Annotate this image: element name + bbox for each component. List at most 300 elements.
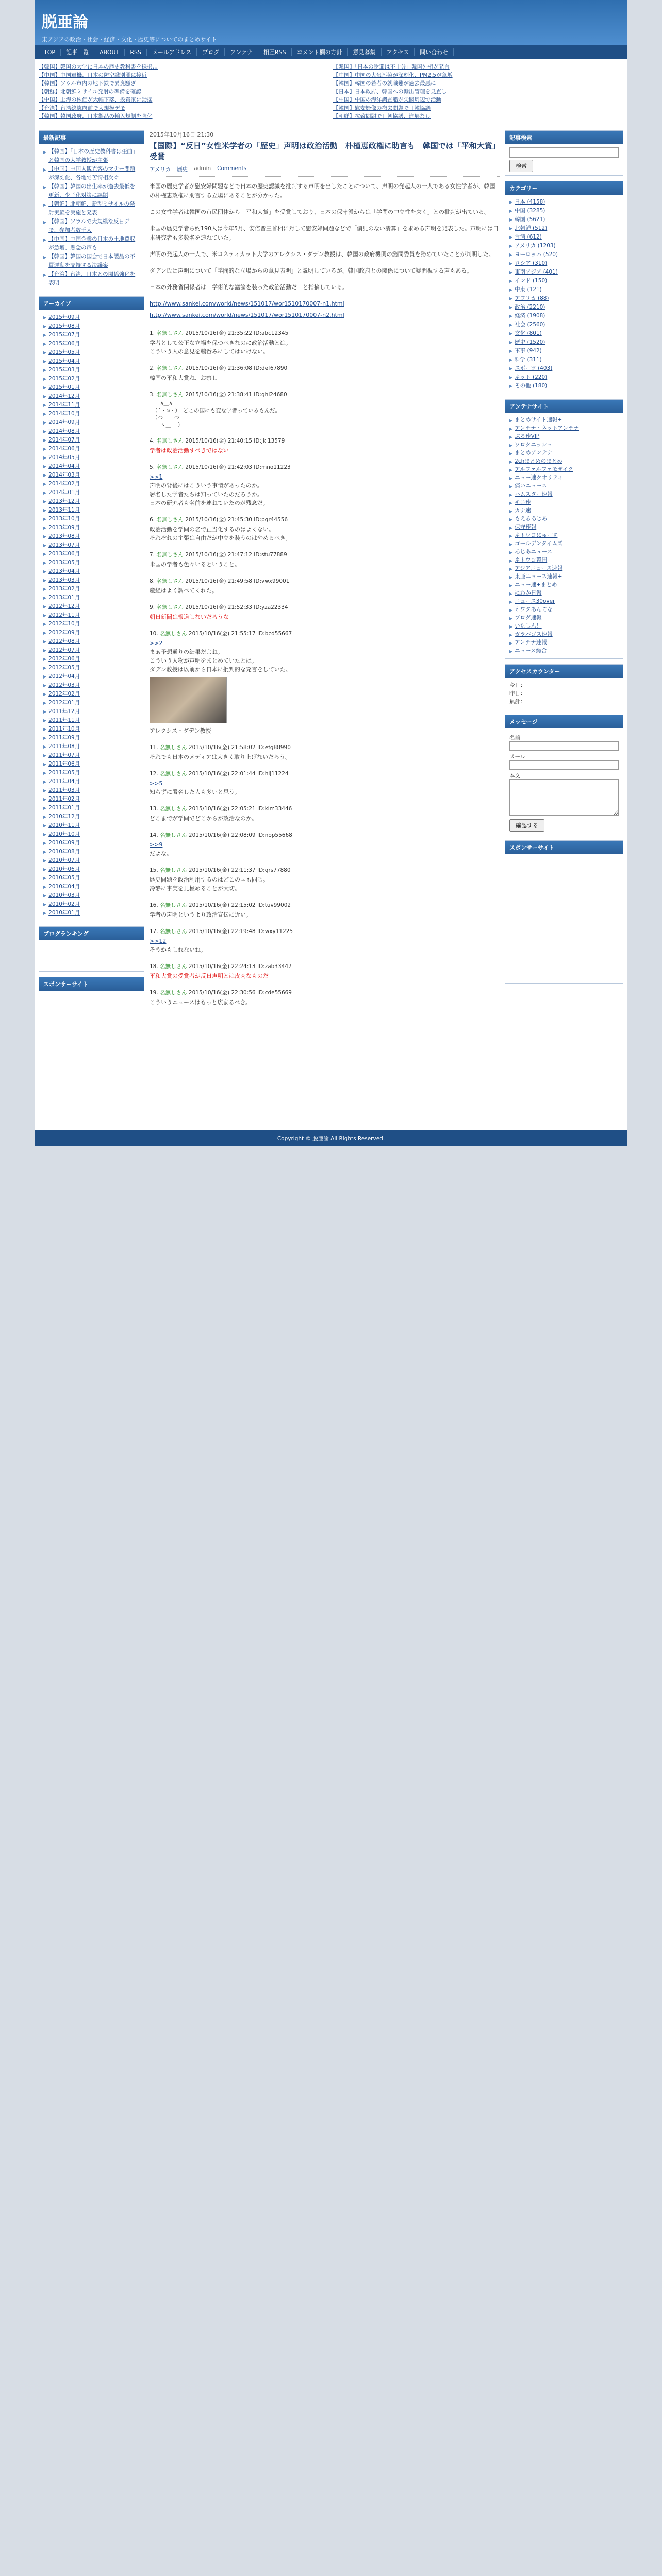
antenna-item-label[interactable]: ニュース30over [515, 598, 555, 604]
archive-item-label[interactable]: 2011年07月 [48, 752, 80, 758]
antenna-item-label[interactable]: 2chまとめのまとめ [515, 458, 562, 464]
headline-item[interactable]: 【朝鮮】北朝鮮ミサイル発射の準備を確認 [39, 89, 141, 95]
antenna-item[interactable] [509, 631, 619, 639]
archive-item-label[interactable]: 2015年09月 [48, 314, 80, 320]
nav-item[interactable]: 問い合わせ [415, 48, 454, 56]
archive-item[interactable] [43, 707, 140, 716]
antenna-item-label[interactable]: ブログ速報 [515, 615, 542, 621]
archive-item[interactable] [43, 401, 140, 410]
antenna-item[interactable] [509, 598, 619, 606]
archive-item-label[interactable]: 2015年07月 [48, 332, 80, 338]
antenna-item[interactable] [509, 639, 619, 647]
archive-item-label[interactable]: 2012年04月 [48, 673, 80, 680]
archive-item-label[interactable]: 2010年07月 [48, 857, 80, 863]
headline-item[interactable]: 【韓国】「日本の謝罪は不十分」韓国外相が発言 [333, 64, 450, 70]
archive-item[interactable] [43, 909, 140, 918]
recent-post-item[interactable] [43, 235, 140, 252]
antenna-item[interactable] [509, 548, 619, 556]
archive-item[interactable] [43, 812, 140, 821]
antenna-item-label[interactable]: ネトウヨ韓国 [515, 557, 548, 563]
archive-item-label[interactable]: 2012年03月 [48, 682, 80, 688]
archive-item[interactable] [43, 637, 140, 646]
archive-item-label[interactable]: 2011年06月 [48, 761, 80, 767]
archive-item-label[interactable]: 2015年05月 [48, 349, 80, 355]
archive-item[interactable] [43, 453, 140, 462]
category-item[interactable] [509, 242, 619, 250]
antenna-item[interactable] [509, 507, 619, 515]
category-item-label[interactable]: アメリカ (1203) [515, 243, 556, 249]
archive-item-label[interactable]: 2013年11月 [48, 507, 80, 513]
archive-item[interactable] [43, 699, 140, 707]
archive-item-label[interactable]: 2012年11月 [48, 612, 80, 618]
archive-item-label[interactable]: 2010年12月 [48, 814, 80, 820]
comment-anchor[interactable]: >>12 [150, 938, 167, 944]
archive-item[interactable] [43, 480, 140, 488]
archive-item[interactable] [43, 830, 140, 839]
archive-item[interactable] [43, 839, 140, 848]
archive-item[interactable] [43, 576, 140, 585]
headline-item[interactable]: 【韓国】韓国の大学に日本の歴史教科書を採択… [39, 64, 158, 70]
antenna-item-label[interactable]: オワタあんてな [515, 606, 553, 613]
archive-item-label[interactable]: 2011年05月 [48, 770, 80, 776]
archive-item-label[interactable]: 2013年02月 [48, 586, 80, 592]
category-item[interactable] [509, 259, 619, 268]
form-name-input[interactable] [509, 741, 619, 751]
headline-item[interactable]: 【中国】中国の大気汚染が深刻化、PM2.5が急増 [333, 72, 453, 78]
form-mail-input[interactable] [509, 760, 619, 770]
recent-post-item[interactable] [43, 217, 140, 235]
category-item[interactable] [509, 382, 619, 391]
antenna-item[interactable] [509, 540, 619, 548]
antenna-item-label[interactable]: カナ速 [515, 507, 531, 514]
archive-item[interactable] [43, 462, 140, 471]
recent-post-item[interactable] [43, 200, 140, 217]
category-item[interactable] [509, 329, 619, 338]
recent-post-item-label[interactable]: 【韓国】韓国の国会で日本製品の不買運動を支持する決議案 [48, 253, 136, 268]
category-item-label[interactable]: 韓国 (5621) [515, 216, 545, 223]
category-item-label[interactable]: 中国 (3285) [515, 208, 545, 214]
archive-item[interactable] [43, 357, 140, 366]
archive-item[interactable] [43, 848, 140, 856]
comment-anchor[interactable]: >>1 [150, 473, 163, 480]
archive-item-label[interactable]: 2012年06月 [48, 656, 80, 662]
archive-item-label[interactable]: 2012年08月 [48, 638, 80, 645]
antenna-item-label[interactable]: ハムスター速報 [515, 491, 553, 497]
antenna-item-label[interactable]: ゴールデンタイムズ [515, 540, 563, 547]
archive-item-label[interactable]: 2015年08月 [48, 323, 80, 329]
archive-item-label[interactable]: 2010年03月 [48, 892, 80, 899]
post-category[interactable]: アメリカ [150, 166, 171, 173]
archive-item-label[interactable]: 2010年01月 [48, 910, 80, 916]
archive-item-label[interactable]: 2014年01月 [48, 489, 80, 496]
comment-anchor[interactable]: >>5 [150, 780, 163, 787]
archive-item[interactable] [43, 664, 140, 672]
archive-item[interactable] [43, 558, 140, 567]
antenna-item[interactable] [509, 515, 619, 523]
archive-item-label[interactable]: 2011年01月 [48, 805, 80, 811]
archive-item-label[interactable]: 2013年03月 [48, 577, 80, 583]
category-item-label[interactable]: 東南アジア (401) [515, 269, 558, 275]
category-item-label[interactable]: アフリカ (88) [515, 295, 549, 301]
archive-item[interactable] [43, 523, 140, 532]
category-item-label[interactable]: 社会 (2560) [515, 321, 545, 328]
archive-item[interactable] [43, 427, 140, 436]
category-item-label[interactable]: インド (150) [515, 278, 548, 284]
antenna-item-label[interactable]: アンテナ・ネットアンテナ [515, 425, 580, 431]
archive-item-label[interactable]: 2010年05月 [48, 875, 80, 881]
search-input[interactable] [509, 147, 619, 158]
antenna-item-label[interactable]: いたしん！ [515, 623, 542, 629]
archive-item[interactable] [43, 445, 140, 453]
recent-post-item-label[interactable]: 【韓国】「日本の歴史教科書は歪曲」と韓国の大学教授が主張 [48, 148, 138, 163]
archive-item-label[interactable]: 2012年09月 [48, 630, 80, 636]
archive-item-label[interactable]: 2014年09月 [48, 419, 80, 426]
archive-item[interactable] [43, 786, 140, 795]
antenna-item-label[interactable]: にわか日報 [515, 590, 542, 596]
archive-item[interactable] [43, 594, 140, 602]
archive-item[interactable] [43, 620, 140, 629]
archive-item-label[interactable]: 2010年08月 [48, 849, 80, 855]
archive-item[interactable] [43, 550, 140, 558]
antenna-item[interactable] [509, 614, 619, 622]
antenna-item-label[interactable]: アルファルファモザイク [515, 466, 573, 472]
nav-item[interactable]: メールアドレス [147, 48, 197, 56]
category-item-label[interactable]: 歴史 (1520) [515, 339, 545, 345]
search-button[interactable]: 検索 [509, 160, 533, 172]
category-item[interactable] [509, 364, 619, 373]
archive-item[interactable] [43, 681, 140, 690]
recent-post-item-label[interactable]: 【朝鮮】北朝鮮、新型ミサイルの発射実験を実施と発表 [48, 201, 135, 216]
form-submit-button[interactable]: 確認する [509, 819, 544, 832]
category-item[interactable] [509, 215, 619, 224]
antenna-item-label[interactable]: 保守速報 [515, 524, 537, 530]
post-title[interactable]: 【国際】“反日”女性米学者の「歴史」声明は政治活動 朴槿恵政権に助言も 韓国では「平和大賞」受賞 [150, 141, 496, 161]
archive-item-label[interactable]: 2011年11月 [48, 717, 80, 723]
archive-item-label[interactable]: 2015年06月 [48, 341, 80, 347]
archive-item[interactable] [43, 602, 140, 611]
headline-item[interactable]: 【中国】中国の海洋調査船が尖閣周辺で活動 [333, 97, 441, 103]
archive-item[interactable] [43, 865, 140, 874]
headline-item[interactable]: 【台湾】台湾総統府前で大規模デモ [39, 105, 125, 111]
recent-post-item[interactable] [43, 270, 140, 287]
nav-item[interactable]: 相互RSS [258, 48, 292, 56]
nav-item[interactable]: コメント欄の方針 [292, 48, 348, 56]
nav-item[interactable]: ブログ [197, 48, 225, 56]
recent-post-item-label[interactable]: 【韓国】ソウルで大規模な反日デモ、参加者数千人 [48, 218, 130, 233]
archive-item-label[interactable]: 2014年10月 [48, 411, 80, 417]
antenna-item[interactable] [509, 556, 619, 565]
antenna-item-label[interactable]: あじあニュース [515, 549, 553, 555]
archive-item[interactable] [43, 585, 140, 594]
archive-item[interactable] [43, 366, 140, 375]
archive-item[interactable] [43, 760, 140, 769]
archive-item-label[interactable]: 2013年05月 [48, 560, 80, 566]
archive-item[interactable] [43, 690, 140, 699]
headline-item[interactable]: 【日本】日本政府、韓国への輸出管理を見直し [333, 89, 447, 95]
archive-item-label[interactable]: 2014年03月 [48, 472, 80, 478]
headline-item[interactable]: 【韓国】ソウル市内の地下鉄で異臭騒ぎ [39, 80, 136, 87]
archive-item[interactable] [43, 874, 140, 883]
category-item[interactable] [509, 373, 619, 382]
antenna-item-label[interactable]: ニュー速+まとめ [515, 582, 557, 588]
category-item-label[interactable]: ヨーロッパ (520) [515, 251, 558, 258]
antenna-item-label[interactable]: キニ速 [515, 499, 531, 505]
archive-item[interactable] [43, 795, 140, 804]
category-item[interactable] [509, 250, 619, 259]
antenna-item-label[interactable]: ガラパゴス速報 [515, 631, 553, 637]
antenna-item[interactable] [509, 647, 619, 655]
archive-item[interactable] [43, 655, 140, 664]
site-title[interactable]: 脱亜論 [42, 13, 88, 31]
nav-item[interactable]: ABOUT [94, 49, 125, 56]
archive-item[interactable] [43, 506, 140, 515]
antenna-item[interactable] [509, 441, 619, 449]
category-item-label[interactable]: 台湾 (612) [515, 234, 542, 240]
antenna-item[interactable] [509, 581, 619, 589]
headline-item[interactable]: 【韓国】慰安婦像の撤去問題で日韓協議 [333, 105, 431, 111]
recent-post-item[interactable] [43, 182, 140, 200]
category-item[interactable] [509, 312, 619, 320]
antenna-item-label[interactable]: アンテナ速報 [515, 639, 547, 646]
archive-item[interactable] [43, 375, 140, 383]
nav-item[interactable]: TOP [39, 49, 61, 56]
archive-item-label[interactable]: 2014年05月 [48, 454, 80, 461]
archive-item-label[interactable]: 2013年09月 [48, 524, 80, 531]
recent-post-item-label[interactable]: 【韓国】韓国の出生率が過去最低を更新、少子化対策に課題 [48, 183, 136, 198]
archive-item[interactable] [43, 532, 140, 541]
archive-item-label[interactable]: 2010年02月 [48, 901, 80, 907]
antenna-item-label[interactable]: ぶる速VIP [515, 433, 540, 439]
nav-item[interactable]: RSS [125, 49, 147, 56]
antenna-item[interactable] [509, 565, 619, 573]
archive-item[interactable] [43, 567, 140, 576]
antenna-item[interactable] [509, 532, 619, 540]
archive-item-label[interactable]: 2012年05月 [48, 665, 80, 671]
post-tag[interactable]: 歴史 [177, 166, 188, 173]
archive-item[interactable] [43, 891, 140, 900]
archive-item-label[interactable]: 2015年01月 [48, 384, 80, 391]
category-item-label[interactable]: ネット (220) [515, 374, 548, 380]
archive-item[interactable] [43, 392, 140, 401]
archive-item[interactable] [43, 751, 140, 760]
comment-anchor[interactable]: >>9 [150, 841, 163, 848]
category-item-label[interactable]: 軍事 (942) [515, 348, 542, 354]
archive-item-label[interactable]: 2010年06月 [48, 866, 80, 872]
antenna-item[interactable] [509, 589, 619, 598]
category-item[interactable] [509, 207, 619, 215]
archive-item[interactable] [43, 340, 140, 348]
nav-item[interactable]: アクセス [382, 48, 415, 56]
category-item[interactable] [509, 303, 619, 312]
archive-item[interactable] [43, 331, 140, 340]
nav-item[interactable]: アンテナ [225, 48, 258, 56]
antenna-item[interactable] [509, 433, 619, 441]
category-item-label[interactable]: 科学 (311) [515, 357, 542, 363]
archive-item[interactable] [43, 769, 140, 777]
archive-item-label[interactable]: 2012年01月 [48, 700, 80, 706]
archive-item[interactable] [43, 515, 140, 523]
archive-item-label[interactable]: 2012年02月 [48, 691, 80, 697]
category-item-label[interactable]: ロシア (310) [515, 260, 548, 266]
category-item[interactable] [509, 268, 619, 277]
headline-item[interactable]: 【中国】上海の株価が大幅下落、投資家に動揺 [39, 97, 153, 103]
category-item-label[interactable]: 文化 (801) [515, 330, 542, 336]
antenna-item[interactable] [509, 474, 619, 482]
antenna-item[interactable] [509, 449, 619, 457]
archive-item[interactable] [43, 488, 140, 497]
archive-item-label[interactable]: 2012年07月 [48, 647, 80, 653]
category-item-label[interactable]: 中東 (121) [515, 286, 542, 293]
recent-post-item[interactable] [43, 165, 140, 182]
archive-item-label[interactable]: 2015年03月 [48, 367, 80, 373]
archive-item[interactable] [43, 322, 140, 331]
category-item[interactable] [509, 285, 619, 294]
archive-item-label[interactable]: 2011年08月 [48, 743, 80, 750]
recent-post-item[interactable] [43, 147, 140, 165]
archive-item-label[interactable]: 2013年12月 [48, 498, 80, 504]
antenna-item-label[interactable]: ニュース総合 [515, 648, 547, 654]
archive-item-label[interactable]: 2011年04月 [48, 778, 80, 785]
recent-post-item-label[interactable]: 【中国】中国企業の日本の土地買収が急増、懸念の声も [48, 236, 136, 251]
category-item-label[interactable]: 日本 (4158) [515, 199, 545, 205]
archive-item-label[interactable]: 2010年11月 [48, 822, 80, 828]
archive-item-label[interactable]: 2011年09月 [48, 735, 80, 741]
archive-item[interactable] [43, 418, 140, 427]
archive-item[interactable] [43, 383, 140, 392]
archive-item[interactable] [43, 900, 140, 909]
antenna-item[interactable] [509, 425, 619, 433]
archive-item-label[interactable]: 2011年12月 [48, 708, 80, 715]
archive-item-label[interactable]: 2014年12月 [48, 393, 80, 399]
category-item-label[interactable]: 政治 (2210) [515, 304, 545, 310]
archive-item[interactable] [43, 821, 140, 830]
archive-item[interactable] [43, 497, 140, 506]
archive-item[interactable] [43, 716, 140, 725]
source-link[interactable]: http://www.sankei.com/world/news/151017/wor1510170007-n2.html [150, 312, 344, 318]
category-item[interactable] [509, 338, 619, 347]
archive-item-label[interactable]: 2013年10月 [48, 516, 80, 522]
archive-item-label[interactable]: 2010年10月 [48, 831, 80, 837]
headline-item[interactable]: 【韓国】韓国政府、日本製品の輸入規制を強化 [39, 113, 153, 120]
antenna-item[interactable] [509, 457, 619, 466]
archive-item-label[interactable]: 2014年11月 [48, 402, 80, 408]
recent-post-item-label[interactable]: 【台湾】台湾、日本との関係強化を表明 [48, 271, 136, 286]
archive-item-label[interactable]: 2013年08月 [48, 533, 80, 539]
recent-post-item[interactable] [43, 252, 140, 270]
archive-item-label[interactable]: 2015年04月 [48, 358, 80, 364]
category-item-label[interactable]: 北朝鮮 (512) [515, 225, 548, 231]
comment-anchor[interactable]: >>2 [150, 640, 163, 647]
archive-item[interactable] [43, 725, 140, 734]
category-item-label[interactable]: その他 (180) [515, 383, 548, 389]
archive-item-label[interactable]: 2011年02月 [48, 796, 80, 802]
archive-item-label[interactable]: 2011年10月 [48, 726, 80, 732]
category-item[interactable] [509, 347, 619, 355]
archive-item[interactable] [43, 541, 140, 550]
category-item-label[interactable]: スポーツ (403) [515, 365, 553, 371]
category-item[interactable] [509, 320, 619, 329]
archive-item[interactable] [43, 436, 140, 445]
archive-item-label[interactable]: 2014年02月 [48, 481, 80, 487]
archive-item[interactable] [43, 672, 140, 681]
antenna-item[interactable] [509, 622, 619, 631]
antenna-item-label[interactable]: 痛いニュース [515, 483, 547, 489]
archive-item-label[interactable]: 2010年04月 [48, 884, 80, 890]
recent-post-item-label[interactable]: 【中国】中国人観光客のマナー問題が深刻化、各地で苦情相次ぐ [48, 166, 136, 181]
archive-item[interactable] [43, 348, 140, 357]
category-item[interactable] [509, 198, 619, 207]
antenna-item[interactable] [509, 466, 619, 474]
archive-item-label[interactable]: 2014年08月 [48, 428, 80, 434]
archive-item[interactable] [43, 804, 140, 812]
archive-item-label[interactable]: 2013年06月 [48, 551, 80, 557]
archive-item[interactable] [43, 734, 140, 742]
antenna-item-label[interactable]: アジアニュース速報 [515, 565, 563, 571]
category-item[interactable] [509, 224, 619, 233]
form-body-input[interactable] [509, 779, 619, 816]
archive-item[interactable] [43, 313, 140, 322]
archive-item-label[interactable]: 2013年04月 [48, 568, 80, 574]
archive-item[interactable] [43, 611, 140, 620]
archive-item[interactable] [43, 410, 140, 418]
antenna-item-label[interactable]: まとめアンテナ [515, 450, 553, 456]
archive-item-label[interactable]: 2013年01月 [48, 595, 80, 601]
archive-item[interactable] [43, 471, 140, 480]
antenna-item-label[interactable]: もえるあじあ [515, 516, 548, 522]
headline-item[interactable]: 【中国】中国軍機、日本の防空識別圏に接近 [39, 72, 147, 78]
archive-item[interactable] [43, 856, 140, 865]
category-item-label[interactable]: 経済 (1908) [515, 313, 545, 319]
archive-item[interactable] [43, 742, 140, 751]
antenna-item[interactable] [509, 490, 619, 499]
antenna-item[interactable] [509, 416, 619, 425]
category-item[interactable] [509, 355, 619, 364]
antenna-item[interactable] [509, 523, 619, 532]
post-comments-link[interactable]: Comments [217, 165, 247, 172]
antenna-item-label[interactable]: 東亜ニュース速報+ [515, 573, 562, 580]
antenna-item[interactable] [509, 573, 619, 581]
antenna-item[interactable] [509, 606, 619, 614]
nav-item[interactable]: 意見募集 [348, 48, 382, 56]
headline-item[interactable]: 【韓国】韓国の若者の就職難が過去最悪に [333, 80, 436, 87]
source-link[interactable]: http://www.sankei.com/world/news/151017/wor1510170007-n1.html [150, 300, 344, 307]
antenna-item[interactable] [509, 499, 619, 507]
archive-item-label[interactable]: 2014年06月 [48, 446, 80, 452]
archive-item-label[interactable]: 2015年02月 [48, 376, 80, 382]
antenna-item-label[interactable]: ネトウヨにゅーす [515, 532, 558, 538]
archive-item-label[interactable]: 2013年07月 [48, 542, 80, 548]
antenna-item-label[interactable]: ニュー速クオリティ [515, 474, 563, 481]
category-item[interactable] [509, 277, 619, 285]
archive-item[interactable] [43, 646, 140, 655]
antenna-item-label[interactable]: ワロタニッシュ [515, 442, 553, 448]
headline-item[interactable]: 【朝鮮】拉致問題で日朝協議、進展なし [333, 113, 431, 120]
archive-item[interactable] [43, 629, 140, 637]
archive-item-label[interactable]: 2014年04月 [48, 463, 80, 469]
category-item[interactable] [509, 233, 619, 242]
archive-item-label[interactable]: 2011年03月 [48, 787, 80, 793]
archive-item[interactable] [43, 777, 140, 786]
antenna-item-label[interactable]: まとめサイト速報+ [515, 417, 562, 423]
archive-item-label[interactable]: 2010年09月 [48, 840, 80, 846]
archive-item[interactable] [43, 883, 140, 891]
category-item[interactable] [509, 294, 619, 303]
archive-item-label[interactable]: 2014年07月 [48, 437, 80, 443]
archive-item-label[interactable]: 2012年10月 [48, 621, 80, 627]
nav-item[interactable]: 記事一覧 [61, 48, 94, 56]
archive-item-label[interactable]: 2012年12月 [48, 603, 80, 609]
antenna-item[interactable] [509, 482, 619, 490]
